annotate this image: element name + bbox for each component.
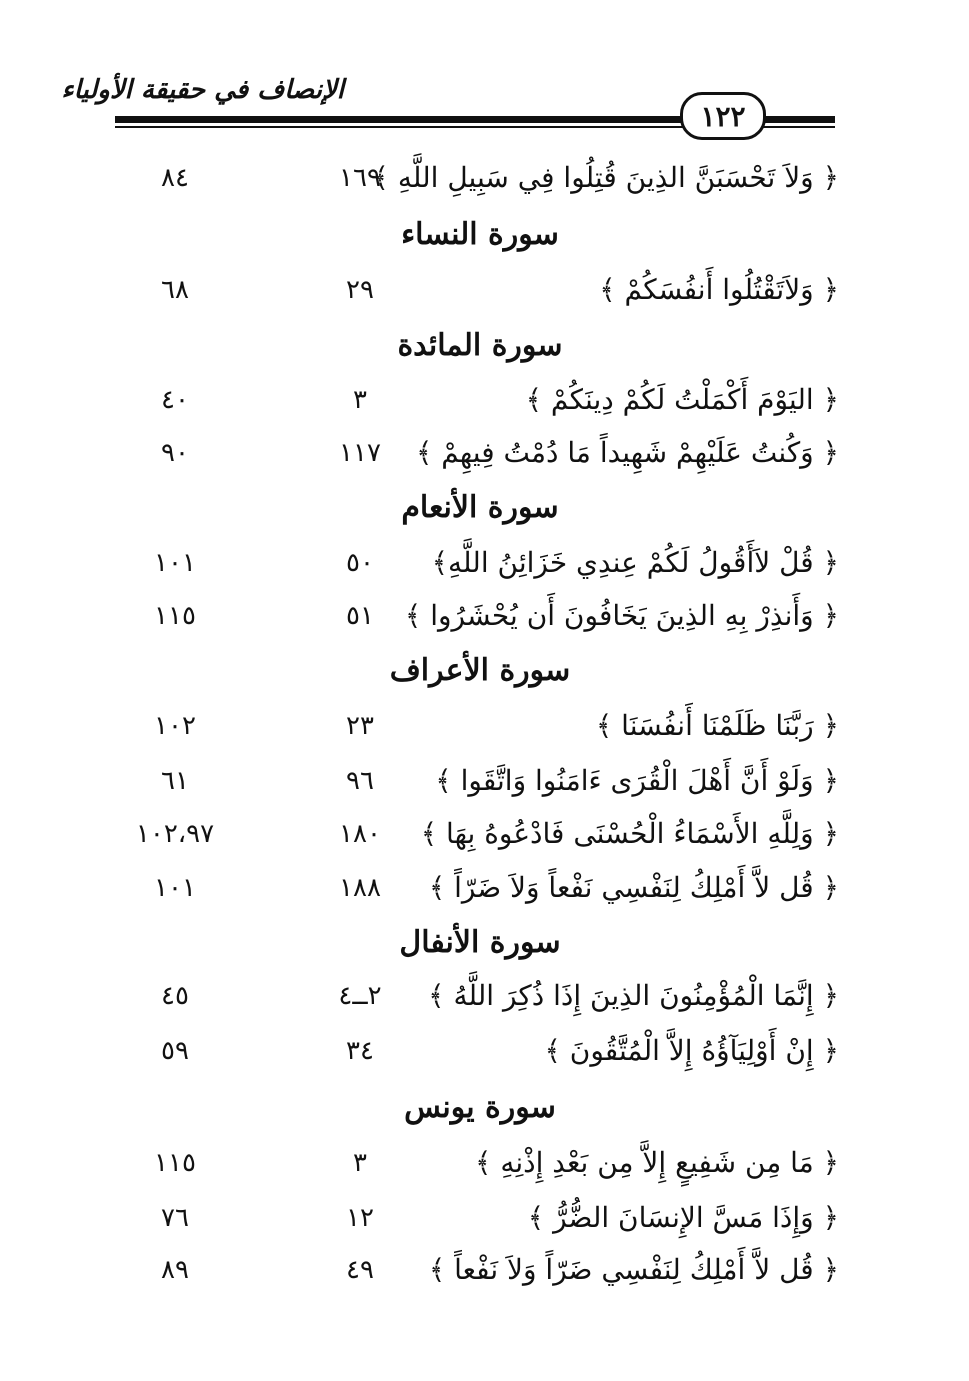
page-reference: ٩٠ [161, 438, 189, 468]
verse-text: ﴿ اليَوْمَ أَكْمَلْتُ لَكُمْ دِينَكُمْ ﴾ [525, 383, 839, 416]
ayah-number: ٥١ [346, 601, 374, 631]
page-reference: ٧٦ [161, 1203, 189, 1233]
ayah-number: ٢٩ [346, 275, 374, 305]
verse-text: ﴿ وَأَنذِرْ بِهِ الذِينَ يَخَافُونَ أَن يُحْشَرُوا ﴾ [404, 599, 839, 632]
page-reference: ٦٨ [161, 275, 189, 305]
verse-row [0, 753, 969, 809]
page-reference: ٥٩ [161, 1036, 189, 1066]
ayah-number: ١٨٠ [339, 819, 381, 849]
verse-row [0, 860, 969, 916]
ayah-number: ٥٠ [346, 548, 374, 578]
surah-heading-row [0, 1080, 969, 1136]
page-reference: ٤٠ [161, 385, 189, 415]
verse-row [0, 1135, 969, 1191]
verse-text: ﴿ مَا مِن شَفِيعٍ إِلاَّ مِن بَعْدِ إِذْنِهِ ﴾ [475, 1146, 839, 1179]
ayah-number: ١٨٨ [339, 873, 381, 903]
verse-text: ﴿ رَبَّنَا ظَلَمْنَا أَنفُسَنَا ﴾ [595, 709, 839, 742]
page-reference: ١٠١ [154, 548, 196, 578]
running-title: الإنصاف في حقيقة الأولياء [61, 75, 344, 105]
page-reference: ٨٤ [161, 163, 189, 193]
verse-row [0, 1242, 969, 1298]
verse-row [0, 698, 969, 754]
page-reference: ١١٥ [154, 1148, 196, 1178]
verse-row [0, 806, 969, 862]
verse-text: ﴿ إِنْ أَوْلِيَآؤُهُ إِلاَّ الْمُتَّقُونَ ﴾ [544, 1034, 839, 1067]
ayah-number: ١٦٩ [339, 163, 381, 193]
verse-row [0, 150, 969, 206]
verse-text: ﴿ قُل لاَّ أَمْلِكُ لِنَفْسِي ضَرّاً وَلاَ نَفْعاً ﴾ [428, 1253, 839, 1286]
page-reference: ١١٥ [154, 601, 196, 631]
ayah-number: ٣ [353, 385, 367, 415]
surah-heading-row [0, 318, 969, 374]
verse-row [0, 262, 969, 318]
verse-text: ﴿ إِنَّمَا الْمُؤْمِنُونَ الذِينَ إِذَا ذُكِرَ اللَّهُ ﴾ [428, 979, 839, 1012]
page-header [0, 0, 969, 140]
verse-text: ﴿ وَلاَتَقْتُلُوا أَنفُسَكُمْ ﴾ [599, 273, 839, 306]
surah-heading: سورة الأنعام [401, 490, 559, 525]
verse-text: ﴿ وَلاَ تَحْسَبَنَّ الذِينَ قُتِلُوا فِي سَبِيلِ اللَّهِ ﴾ [372, 161, 839, 194]
surah-heading-row [0, 207, 969, 263]
ayah-number: ٢٣ [346, 711, 374, 741]
ayah-number: ٢ــ٤ [338, 981, 382, 1011]
ayah-number: ٣ [353, 1148, 367, 1178]
surah-heading: سورة الأعراف [389, 653, 571, 688]
ayah-number: ١٢ [346, 1203, 374, 1233]
verse-row [0, 1190, 969, 1246]
page-reference: ١٠٢ [154, 711, 196, 741]
surah-heading-row [0, 915, 969, 971]
verse-row [0, 372, 969, 428]
page-number: ١٢٢ [680, 92, 766, 140]
surah-heading-row [0, 643, 969, 699]
verse-text: ﴿ وَكُنتُ عَلَيْهِمْ شَهِيداً مَا دُمْتُ فِيهِمْ ﴾ [415, 436, 839, 469]
verse-text: ﴿ قُل لاَّ أَمْلِكُ لِنَفْسِي نَفْعاً وَلاَ ضَرّاً ﴾ [428, 871, 839, 904]
surah-heading: سورة المائدة [397, 328, 563, 363]
verse-row [0, 535, 969, 591]
ayah-number: ٤٩ [346, 1255, 374, 1285]
page-reference: ٨٩ [161, 1255, 189, 1285]
page-reference: ٦١ [161, 766, 189, 796]
ayah-number: ٩٦ [346, 766, 374, 796]
page-reference: ١٠١ [154, 873, 196, 903]
page-reference: ٤٥ [161, 981, 189, 1011]
surah-heading: سورة النساء [401, 217, 559, 252]
ayah-number: ٣٤ [346, 1036, 374, 1066]
verse-row [0, 968, 969, 1024]
verse-row [0, 425, 969, 481]
verse-text: ﴿ وَلَوْ أَنَّ أَهْلَ الْقُرَى ءَامَنُوا وَاتَّقَوا ﴾ [435, 764, 839, 797]
verse-row [0, 1023, 969, 1079]
verse-text: ﴿ وَإِذَا مَسَّ الإِنسَانَ الضُّرُّ ﴾ [527, 1201, 839, 1234]
page-reference: ١٠٢،٩٧ [135, 819, 215, 849]
surah-heading: سورة يونس [404, 1090, 556, 1125]
verse-text: ﴿ قُلْ لاَأَقُولُ لَكُمْ عِندِي خَزَائِنُ اللَّهِ﴾ [431, 546, 839, 579]
verse-text: ﴿ وَلِلَّهِ الأَسْمَاءُ الْحُسْنَى فَادْعُوهُ بِهَا ﴾ [420, 817, 839, 850]
verse-row [0, 588, 969, 644]
surah-heading: سورة الأنفال [399, 925, 561, 960]
surah-heading-row [0, 480, 969, 536]
ayah-number: ١١٧ [339, 438, 381, 468]
